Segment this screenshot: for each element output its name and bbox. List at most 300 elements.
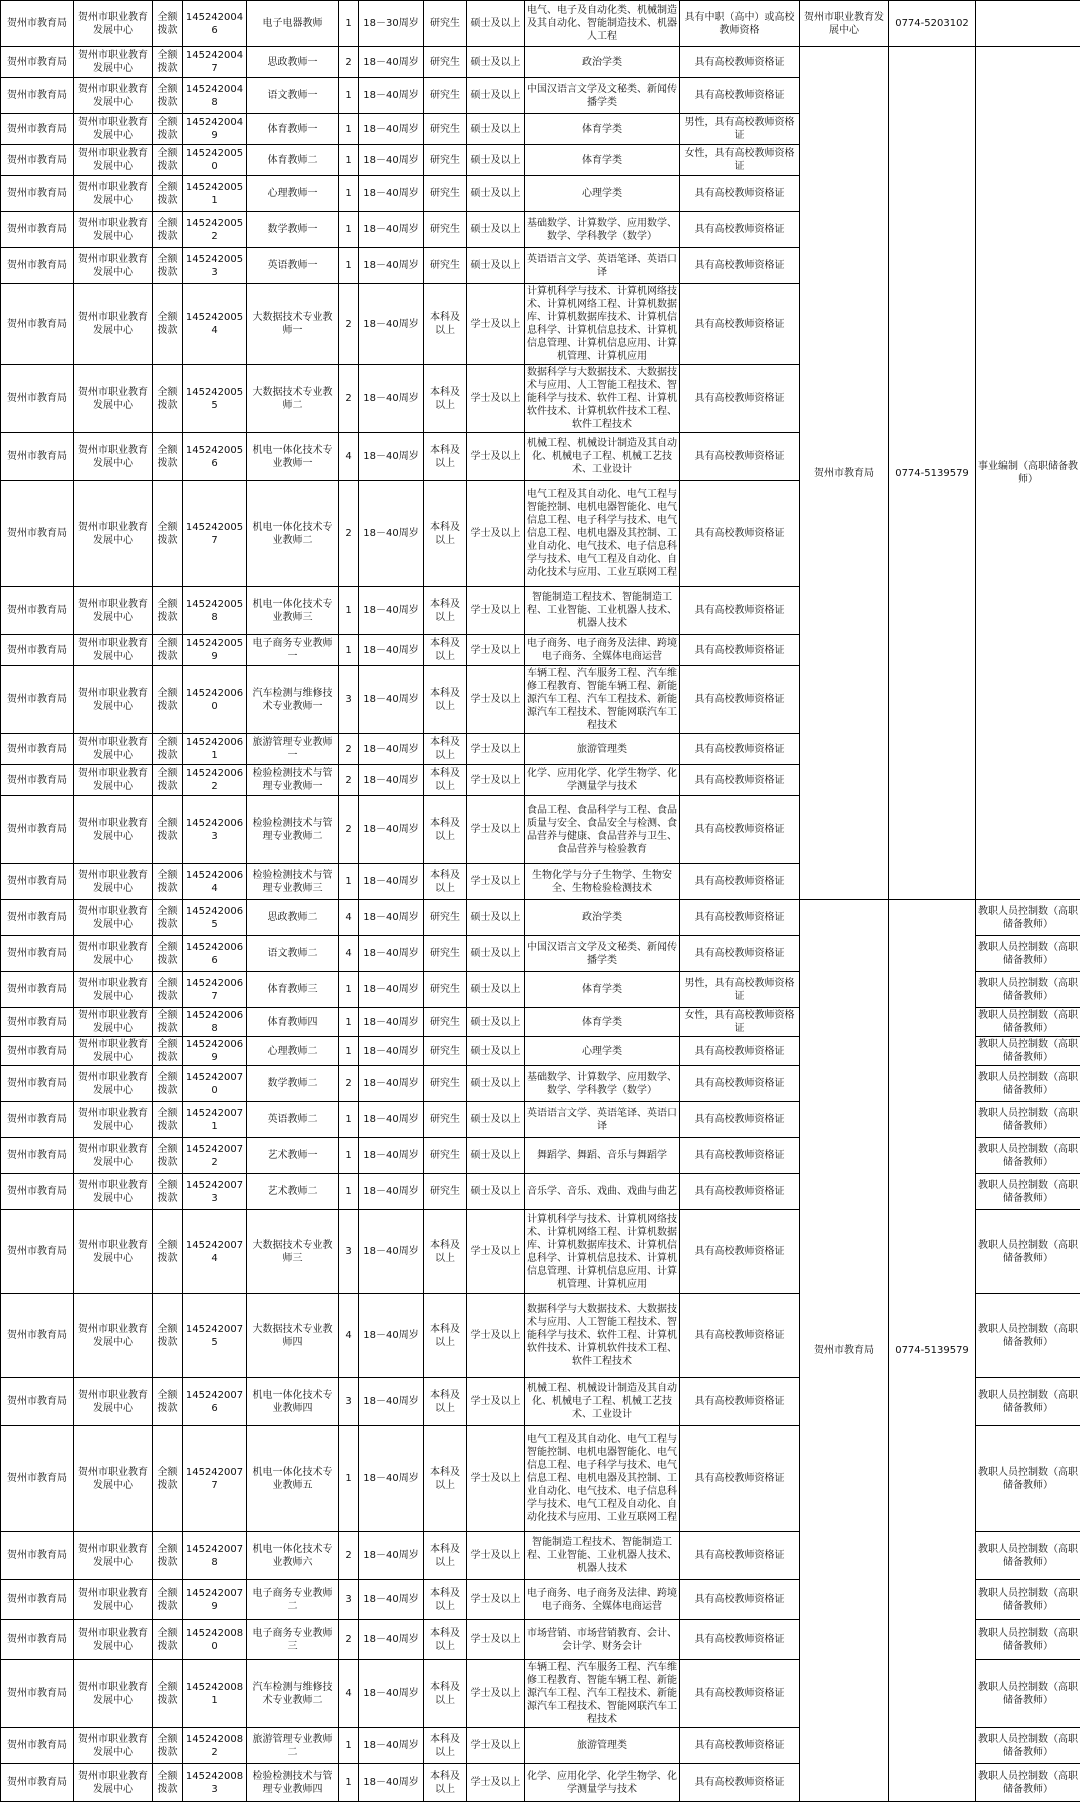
major-cell: 心理学类 [525,1037,680,1066]
employer-cell: 贺州市职业教育发展中心 [74,1660,153,1728]
employer-cell: 贺州市职业教育发展中心 [74,1037,153,1066]
degree-cell: 学士及以上 [467,796,525,864]
funding-cell: 全额拨款 [153,765,183,796]
education-cell: 研究生 [424,1102,467,1138]
position-code-cell: 1452420055 [183,365,247,433]
degree-cell: 学士及以上 [467,635,525,666]
education-cell: 本科及以上 [424,1426,467,1532]
requirements-cell: 具有高校教师资格证 [680,1138,800,1174]
position-name-cell: 体育教师一 [247,114,339,145]
major-cell: 计算机科学与技术、计算机网络技术、计算机网络工程、计算机数据库、计算机数据库技术、计算机信息科学、计算机信息技术、计算机信息管理、计算机信息应用、计算机管理、计算机应用 [525,1210,680,1294]
department-cell: 贺州市教育局 [1,1294,74,1378]
major-cell: 数据科学与大数据技术、大数据技术与应用、人工智能工程技术、智能科学与技术、软件工程、计算机软件技术、计算机软件技术工程、软件工程技术 [525,365,680,433]
headcount-cell: 2 [339,47,359,78]
major-cell: 智能制造工程技术、智能制造工程、工业智能、工业机器人技术、机器人技术 [525,587,680,635]
headcount-cell: 2 [339,1066,359,1102]
age-cell: 18－30周岁 [359,1,424,47]
employer-cell: 贺州市职业教育发展中心 [74,1426,153,1532]
degree-cell: 硕士及以上 [467,1066,525,1102]
employer-cell: 贺州市职业教育发展中心 [74,47,153,78]
degree-cell: 硕士及以上 [467,1008,525,1037]
funding-cell: 全额拨款 [153,900,183,936]
remark-cell: 教职人员控制数（高职储备教师） [976,1066,1080,1102]
funding-cell: 全额拨款 [153,1138,183,1174]
requirements-cell: 具有高校教师资格证 [680,635,800,666]
headcount-cell: 4 [339,1660,359,1728]
education-cell: 本科及以上 [424,864,467,900]
education-cell: 研究生 [424,972,467,1008]
major-cell: 英语语言文学、英语笔译、英语口译 [525,248,680,284]
department-cell: 贺州市教育局 [1,47,74,78]
funding-cell: 全额拨款 [153,78,183,114]
department-cell: 贺州市教育局 [1,1138,74,1174]
requirements-cell: 具有高校教师资格证 [680,1102,800,1138]
headcount-cell: 1 [339,1426,359,1532]
major-cell: 体育学类 [525,972,680,1008]
headcount-cell: 1 [339,635,359,666]
position-code-cell: 1452420076 [183,1378,247,1426]
headcount-cell: 1 [339,114,359,145]
funding-cell: 全额拨款 [153,1764,183,1802]
funding-cell: 全额拨款 [153,936,183,972]
degree-cell: 硕士及以上 [467,145,525,176]
department-cell: 贺州市教育局 [1,1102,74,1138]
contact-phone-cell: 0774-5139579 [889,47,976,900]
position-code-cell: 1452420053 [183,248,247,284]
department-cell: 贺州市教育局 [1,1532,74,1580]
department-cell: 贺州市教育局 [1,635,74,666]
employer-cell: 贺州市职业教育发展中心 [74,1174,153,1210]
position-code-cell: 1452420082 [183,1728,247,1764]
funding-cell: 全额拨款 [153,1210,183,1294]
education-cell: 本科及以上 [424,1532,467,1580]
position-name-cell: 机电一体化技术专业教师三 [247,587,339,635]
age-cell: 18－40周岁 [359,212,424,248]
department-cell: 贺州市教育局 [1,1580,74,1620]
department-cell: 贺州市教育局 [1,365,74,433]
funding-cell: 全额拨款 [153,1008,183,1037]
requirements-cell: 具有高校教师资格证 [680,1728,800,1764]
education-cell: 本科及以上 [424,433,467,481]
funding-cell: 全额拨款 [153,1660,183,1728]
position-name-cell: 思政教师一 [247,47,339,78]
requirements-cell: 具有高校教师资格证 [680,176,800,212]
position-code-cell: 1452420062 [183,765,247,796]
position-name-cell: 电子商务专业教师二 [247,1580,339,1620]
age-cell: 18－40周岁 [359,1620,424,1660]
department-cell: 贺州市教育局 [1,734,74,765]
funding-cell: 全额拨款 [153,284,183,365]
major-cell: 体育学类 [525,145,680,176]
education-cell: 本科及以上 [424,1764,467,1802]
age-cell: 18－40周岁 [359,765,424,796]
headcount-cell: 1 [339,1764,359,1802]
remark-cell: 教职人员控制数（高职储备教师） [976,1660,1080,1728]
position-code-cell: 1452420075 [183,1294,247,1378]
employer-cell: 贺州市职业教育发展中心 [74,433,153,481]
headcount-cell: 1 [339,1008,359,1037]
table-body [1,1,1080,1802]
remark-cell [976,1,1080,47]
department-cell: 贺州市教育局 [1,796,74,864]
position-code-cell: 1452420065 [183,900,247,936]
major-cell: 化学、应用化学、化学生物学、化学测量学与技术 [525,765,680,796]
funding-cell: 全额拨款 [153,433,183,481]
headcount-cell: 4 [339,1294,359,1378]
age-cell: 18－40周岁 [359,1066,424,1102]
contact-phone-cell: 0774-5203102 [889,1,976,47]
age-cell: 18－40周岁 [359,1008,424,1037]
requirements-cell: 具有高校教师资格证 [680,1066,800,1102]
headcount-cell: 1 [339,1174,359,1210]
position-name-cell: 机电一体化技术专业教师四 [247,1378,339,1426]
degree-cell: 学士及以上 [467,864,525,900]
position-name-cell: 大数据技术专业教师一 [247,284,339,365]
remark-cell: 教职人员控制数（高职储备教师） [976,1532,1080,1580]
employer-cell: 贺州市职业教育发展中心 [74,481,153,587]
headcount-cell: 1 [339,1,359,47]
contact-phone-cell: 0774-5139579 [889,900,976,1802]
contact-unit-cell: 贺州市教育局 [800,47,889,900]
table-row [1,47,1080,78]
position-code-cell: 1452420054 [183,284,247,365]
requirements-cell: 具有高校教师资格证 [680,1426,800,1532]
requirements-cell: 具有高校教师资格证 [680,1620,800,1660]
major-cell: 电气、电子及自动化类、机械制造及其自动化、智能制造技术、机器人工程 [525,1,680,47]
employer-cell: 贺州市职业教育发展中心 [74,1102,153,1138]
requirements-cell: 具有高校教师资格证 [680,765,800,796]
age-cell: 18－40周岁 [359,666,424,734]
major-cell: 电子商务、电子商务及法律、跨境电子商务、全媒体电商运营 [525,1580,680,1620]
degree-cell: 硕士及以上 [467,78,525,114]
funding-cell: 全额拨款 [153,796,183,864]
funding-cell: 全额拨款 [153,365,183,433]
department-cell: 贺州市教育局 [1,900,74,936]
position-code-cell: 1452420083 [183,1764,247,1802]
employer-cell: 贺州市职业教育发展中心 [74,145,153,176]
requirements-cell: 具有高校教师资格证 [680,587,800,635]
headcount-cell: 1 [339,145,359,176]
education-cell: 研究生 [424,78,467,114]
major-cell: 旅游管理类 [525,1728,680,1764]
position-code-cell: 1452420069 [183,1037,247,1066]
remark-cell: 教职人员控制数（高职储备教师） [976,1008,1080,1037]
education-cell: 本科及以上 [424,765,467,796]
position-name-cell: 数学教师一 [247,212,339,248]
position-code-cell: 1452420056 [183,433,247,481]
department-cell: 贺州市教育局 [1,666,74,734]
degree-cell: 硕士及以上 [467,936,525,972]
education-cell: 本科及以上 [424,635,467,666]
requirements-cell: 具有高校教师资格证 [680,47,800,78]
major-cell: 市场营销、市场营销教育、会计、会计学、财务会计 [525,1620,680,1660]
position-name-cell: 汽车检测与维修技术专业教师二 [247,1660,339,1728]
major-cell: 电气工程及其自动化、电气工程与智能控制、电机电器智能化、电气信息工程、电子科学与技术、电气信息工程、电机电器及其控制、工业自动化、电气技术、电子信息科学与技术、电气工程及自动化、自动化技术与应用、工业互联网工程 [525,481,680,587]
degree-cell: 学士及以上 [467,1426,525,1532]
requirements-cell: 具有高校教师资格证 [680,900,800,936]
funding-cell: 全额拨款 [153,1174,183,1210]
funding-cell: 全额拨款 [153,864,183,900]
employer-cell: 贺州市职业教育发展中心 [74,666,153,734]
degree-cell: 硕士及以上 [467,1102,525,1138]
position-code-cell: 1452420067 [183,972,247,1008]
employer-cell: 贺州市职业教育发展中心 [74,248,153,284]
requirements-cell: 女性，具有高校教师资格证 [680,1008,800,1037]
requirements-cell: 具有高校教师资格证 [680,1037,800,1066]
contact-unit-cell: 贺州市教育局 [800,900,889,1802]
employer-cell: 贺州市职业教育发展中心 [74,1,153,47]
headcount-cell: 4 [339,433,359,481]
remark-cell: 教职人员控制数（高职储备教师） [976,1210,1080,1294]
education-cell: 本科及以上 [424,365,467,433]
position-name-cell: 机电一体化技术专业教师六 [247,1532,339,1580]
funding-cell: 全额拨款 [153,666,183,734]
degree-cell: 硕士及以上 [467,248,525,284]
position-code-cell: 1452420048 [183,78,247,114]
requirements-cell: 具有高校教师资格证 [680,734,800,765]
major-cell: 英语语言文学、英语笔译、英语口译 [525,1102,680,1138]
headcount-cell: 3 [339,666,359,734]
position-code-cell: 1452420070 [183,1066,247,1102]
requirements-cell: 具有中职（高中）或高校教师资格 [680,1,800,47]
position-code-cell: 1452420058 [183,587,247,635]
age-cell: 18－40周岁 [359,1532,424,1580]
position-code-cell: 1452420057 [183,481,247,587]
employer-cell: 贺州市职业教育发展中心 [74,1210,153,1294]
headcount-cell: 2 [339,765,359,796]
requirements-cell: 具有高校教师资格证 [680,864,800,900]
requirements-cell: 具有高校教师资格证 [680,1532,800,1580]
requirements-cell: 具有高校教师资格证 [680,1764,800,1802]
position-code-cell: 1452420078 [183,1532,247,1580]
degree-cell: 学士及以上 [467,1294,525,1378]
age-cell: 18－40周岁 [359,1580,424,1620]
requirements-cell: 具有高校教师资格证 [680,936,800,972]
position-name-cell: 机电一体化技术专业教师一 [247,433,339,481]
employer-cell: 贺州市职业教育发展中心 [74,1532,153,1580]
degree-cell: 学士及以上 [467,1580,525,1620]
age-cell: 18－40周岁 [359,176,424,212]
funding-cell: 全额拨款 [153,114,183,145]
requirements-cell: 具有高校教师资格证 [680,1294,800,1378]
degree-cell: 学士及以上 [467,587,525,635]
age-cell: 18－40周岁 [359,972,424,1008]
age-cell: 18－40周岁 [359,1378,424,1426]
employer-cell: 贺州市职业教育发展中心 [74,1294,153,1378]
position-name-cell: 体育教师三 [247,972,339,1008]
degree-cell: 硕士及以上 [467,176,525,212]
headcount-cell: 2 [339,796,359,864]
degree-cell: 学士及以上 [467,481,525,587]
education-cell: 研究生 [424,145,467,176]
age-cell: 18－40周岁 [359,114,424,145]
employer-cell: 贺州市职业教育发展中心 [74,1620,153,1660]
department-cell: 贺州市教育局 [1,145,74,176]
major-cell: 音乐学、音乐、戏曲、戏曲与曲艺 [525,1174,680,1210]
funding-cell: 全额拨款 [153,972,183,1008]
department-cell: 贺州市教育局 [1,936,74,972]
headcount-cell: 2 [339,1532,359,1580]
age-cell: 18－40周岁 [359,1102,424,1138]
major-cell: 中国汉语言文学及文秘类、新闻传播学类 [525,78,680,114]
major-cell: 化学、应用化学、化学生物学、化学测量学与技术 [525,1764,680,1802]
headcount-cell: 1 [339,176,359,212]
position-code-cell: 1452420071 [183,1102,247,1138]
remark-cell: 教职人员控制数（高职储备教师） [976,1728,1080,1764]
funding-cell: 全额拨款 [153,212,183,248]
funding-cell: 全额拨款 [153,1620,183,1660]
position-code-cell: 1452420081 [183,1660,247,1728]
degree-cell: 硕士及以上 [467,1138,525,1174]
funding-cell: 全额拨款 [153,1532,183,1580]
department-cell: 贺州市教育局 [1,1174,74,1210]
requirements-cell: 男性，具有高校教师资格证 [680,114,800,145]
age-cell: 18－40周岁 [359,248,424,284]
position-name-cell: 旅游管理专业教师二 [247,1728,339,1764]
headcount-cell: 3 [339,1378,359,1426]
employer-cell: 贺州市职业教育发展中心 [74,900,153,936]
age-cell: 18－40周岁 [359,587,424,635]
headcount-cell: 1 [339,248,359,284]
major-cell: 舞蹈学、舞蹈、音乐与舞蹈学 [525,1138,680,1174]
headcount-cell: 1 [339,972,359,1008]
department-cell: 贺州市教育局 [1,1660,74,1728]
major-cell: 旅游管理类 [525,734,680,765]
education-cell: 研究生 [424,1,467,47]
department-cell: 贺州市教育局 [1,1210,74,1294]
table-row [1,1,1080,47]
position-code-cell: 1452420047 [183,47,247,78]
headcount-cell: 1 [339,1102,359,1138]
degree-cell: 硕士及以上 [467,114,525,145]
department-cell: 贺州市教育局 [1,433,74,481]
degree-cell: 硕士及以上 [467,47,525,78]
remark-cell: 教职人员控制数（高职储备教师） [976,1102,1080,1138]
major-cell: 机械工程、机械设计制造及其自动化、机械电子工程、机械工艺技术、工业设计 [525,1378,680,1426]
requirements-cell: 具有高校教师资格证 [680,248,800,284]
age-cell: 18－40周岁 [359,1764,424,1802]
funding-cell: 全额拨款 [153,481,183,587]
department-cell: 贺州市教育局 [1,1728,74,1764]
funding-cell: 全额拨款 [153,1728,183,1764]
department-cell: 贺州市教育局 [1,587,74,635]
position-name-cell: 机电一体化技术专业教师二 [247,481,339,587]
funding-cell: 全额拨款 [153,734,183,765]
position-name-cell: 心理教师二 [247,1037,339,1066]
education-cell: 研究生 [424,47,467,78]
major-cell: 电子商务、电子商务及法律、跨境电子商务、全媒体电商运营 [525,635,680,666]
degree-cell: 学士及以上 [467,433,525,481]
funding-cell: 全额拨款 [153,176,183,212]
position-name-cell: 电子商务专业教师一 [247,635,339,666]
education-cell: 本科及以上 [424,1660,467,1728]
education-cell: 本科及以上 [424,666,467,734]
education-cell: 本科及以上 [424,1294,467,1378]
requirements-cell: 具有高校教师资格证 [680,1580,800,1620]
position-name-cell: 机电一体化技术专业教师五 [247,1426,339,1532]
funding-cell: 全额拨款 [153,1426,183,1532]
employer-cell: 贺州市职业教育发展中心 [74,114,153,145]
employer-cell: 贺州市职业教育发展中心 [74,1008,153,1037]
requirements-cell: 具有高校教师资格证 [680,796,800,864]
department-cell: 贺州市教育局 [1,972,74,1008]
major-cell: 基础数学、计算数学、应用数学、数学、学科教学（数学） [525,1066,680,1102]
degree-cell: 硕士及以上 [467,1174,525,1210]
position-name-cell: 电子商务专业教师三 [247,1620,339,1660]
employer-cell: 贺州市职业教育发展中心 [74,365,153,433]
employer-cell: 贺州市职业教育发展中心 [74,765,153,796]
department-cell: 贺州市教育局 [1,1764,74,1802]
degree-cell: 学士及以上 [467,1764,525,1802]
headcount-cell: 1 [339,1728,359,1764]
requirements-cell: 具有高校教师资格证 [680,1378,800,1426]
requirements-cell: 女性，具有高校教师资格证 [680,145,800,176]
major-cell: 车辆工程、汽车服务工程、汽车维修工程教育、智能车辆工程、新能源汽车工程、汽车工程技术、新能源汽车工程技术、智能网联汽车工程技术 [525,666,680,734]
department-cell: 贺州市教育局 [1,284,74,365]
major-cell: 政治学类 [525,47,680,78]
funding-cell: 全额拨款 [153,1037,183,1066]
age-cell: 18－40周岁 [359,635,424,666]
degree-cell: 学士及以上 [467,1660,525,1728]
position-code-cell: 1452420050 [183,145,247,176]
position-name-cell: 体育教师四 [247,1008,339,1037]
department-cell: 贺州市教育局 [1,248,74,284]
position-name-cell: 语文教师一 [247,78,339,114]
remark-cell: 教职人员控制数（高职储备教师） [976,1378,1080,1426]
department-cell: 贺州市教育局 [1,1620,74,1660]
employer-cell: 贺州市职业教育发展中心 [74,176,153,212]
education-cell: 本科及以上 [424,1378,467,1426]
employer-cell: 贺州市职业教育发展中心 [74,212,153,248]
employer-cell: 贺州市职业教育发展中心 [74,284,153,365]
position-name-cell: 数学教师二 [247,1066,339,1102]
headcount-cell: 1 [339,1037,359,1066]
position-name-cell: 电子电器教师 [247,1,339,47]
funding-cell: 全额拨款 [153,145,183,176]
position-name-cell: 艺术教师一 [247,1138,339,1174]
employer-cell: 贺州市职业教育发展中心 [74,1728,153,1764]
education-cell: 研究生 [424,1008,467,1037]
employer-cell: 贺州市职业教育发展中心 [74,796,153,864]
age-cell: 18－40周岁 [359,284,424,365]
employer-cell: 贺州市职业教育发展中心 [74,587,153,635]
headcount-cell: 4 [339,900,359,936]
education-cell: 研究生 [424,1037,467,1066]
degree-cell: 学士及以上 [467,666,525,734]
position-code-cell: 1452420049 [183,114,247,145]
education-cell: 本科及以上 [424,1728,467,1764]
major-cell: 电气工程及其自动化、电气工程与智能控制、电机电器智能化、电气信息工程、电子科学与技术、电气信息工程、电机电器及其控制、工业自动化、电气技术、电子信息科学与技术、电气工程及自动化、自动化技术与应用、工业互联网工程 [525,1426,680,1532]
age-cell: 18－40周岁 [359,900,424,936]
position-name-cell: 心理教师一 [247,176,339,212]
position-code-cell: 1452420080 [183,1620,247,1660]
education-cell: 本科及以上 [424,1210,467,1294]
remark-cell: 事业编制（高职储备教师） [976,47,1080,900]
education-cell: 研究生 [424,1066,467,1102]
requirements-cell: 具有高校教师资格证 [680,78,800,114]
position-code-cell: 1452420064 [183,864,247,900]
position-code-cell: 1452420079 [183,1580,247,1620]
major-cell: 生物化学与分子生物学、生物安全、生物检验检测技术 [525,864,680,900]
degree-cell: 学士及以上 [467,734,525,765]
position-code-cell: 1452420066 [183,936,247,972]
funding-cell: 全额拨款 [153,248,183,284]
position-name-cell: 语文教师二 [247,936,339,972]
requirements-cell: 具有高校教师资格证 [680,212,800,248]
employer-cell: 贺州市职业教育发展中心 [74,972,153,1008]
remark-cell: 教职人员控制数（高职储备教师） [976,1174,1080,1210]
age-cell: 18－40周岁 [359,1294,424,1378]
